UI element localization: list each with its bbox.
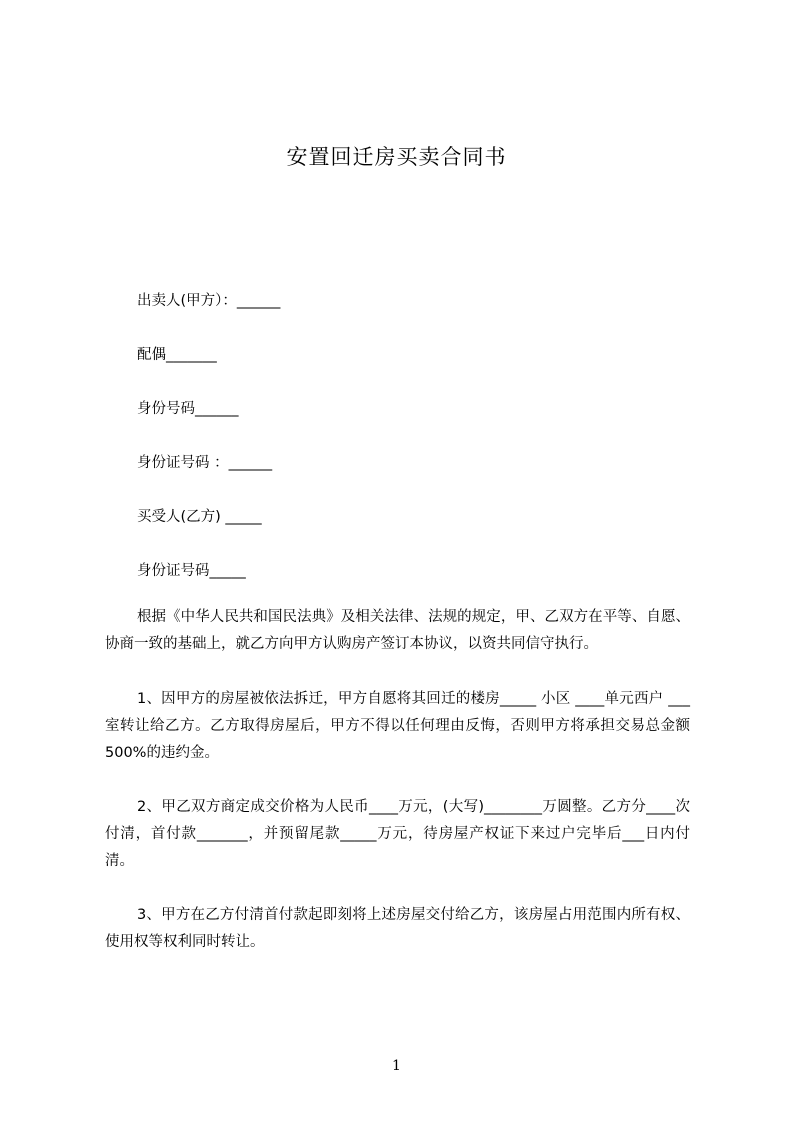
buyer-field: 买受人(乙方) _____ [137, 509, 262, 525]
page-number: 1 [392, 1058, 401, 1074]
id-number-field: 身份号码______ [137, 401, 239, 417]
id-card-number-field: 身份证号码 ：______ [137, 455, 273, 471]
seller-field: 出卖人(甲方）：______ [137, 293, 281, 309]
document-title: 安置回迁房买卖合同书 [286, 145, 507, 169]
buyer-id-card-field: 身份证号码_____ [137, 563, 246, 579]
clause-3-paragraph: 3、甲方在乙方付清首付款起即刻将上述房屋交付给乙方，该房屋占用范围内所有权、使用权等权利同时转让。 [105, 907, 690, 950]
clause-2-paragraph: 2、甲乙双方商定成交价格为人民币____万元，(大写)________万圆整。乙方分____次付清，首付款_______，并预留尾款_____万元，待房屋产权证下来过户完毕后___日内付清。 [105, 799, 690, 869]
intro-paragraph: 根据《中华人民共和国民法典》及相关法律、法规的规定，甲、乙双方在平等、自愿、协商一致的基础上，就乙方向甲方认购房产签订本协议，以资共同信守执行。 [105, 609, 690, 652]
clause-1-paragraph: 1、因甲方的房屋被依法拆迁，甲方自愿将其回迁的楼房_____ 小区 ____单元西户 ___室转让给乙方。乙方取得房屋后，甲方不得以任何理由反悔，否则甲方将承担交易总金额 500%的违约金。 [105, 691, 690, 761]
spouse-field: 配偶_______ [137, 347, 217, 363]
